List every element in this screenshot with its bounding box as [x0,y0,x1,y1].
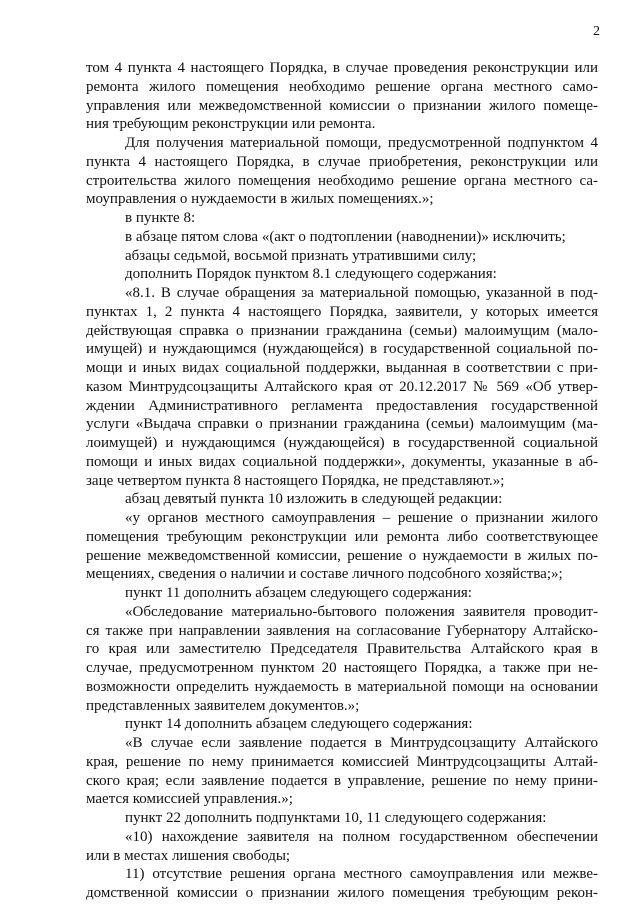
text-line: представленных заявителем документов.»; [86,697,360,714]
text-line: ния требующим реконструкции или ремонта. [86,116,376,133]
text-line: возможности определить нуждаемость в материальной помощи на основании [86,678,598,695]
text-line: в пункте 8: [125,210,196,226]
text-line: «В случае если заявление подается в Минтрудсоцзащиту Алтайского [125,735,598,751]
text-line: домственной комиссии о признании жилого помещения требующим рекон- [86,885,598,901]
text-line: «у органов местного самоуправления – решение о признании жилого [125,510,598,526]
text-line: ского края; если заявление подается в управление, решение по нему прини- [86,772,598,789]
text-line: пункта 4 настоящего Порядка, в случае приобретения, реконструкции или [86,153,598,170]
text-line: абзацы седьмой, восьмой признать утратившими силу; [125,247,477,264]
text-line: пунктах 1, 2 пункта 4 настоящего Порядка, заявители, у которых имеется [86,303,598,320]
text-line: пункт 11 дополнить абзацем следующего содержания: [125,585,472,601]
text-line: управления или межведомственной комиссии о признании жилого помеще- [86,97,598,114]
text-line: края, решение по нему принимается комиссией Минтрудсоцзащиты Алтай- [86,753,598,770]
text-line: услуги «Выдача справки о признании гражданина (семьи) малоимущим (ма- [86,416,598,433]
text-line: строительства жилого помещения необходимо решение органа местного са- [86,172,598,189]
text-line: заце четвертом пункта 8 настоящего Порядка, не представляют.»; [86,472,505,489]
text-line: решение межведомственной комиссии, решение о нуждаемости в жилых по- [86,547,598,564]
text-line: действующая справка о признании гражданина (семьи) малоимущим (мало- [86,322,598,339]
text-line: «Обследование материально-бытового положения заявителя проводит- [125,603,598,620]
text-line: имущей) и нуждающимся (нуждающейся) в государственной социальной по- [86,341,598,358]
text-line: «10) нахождение заявителя на полном государственном обеспечении [125,828,598,845]
text-line: мается комиссией управления.»; [86,791,293,808]
text-line: помощи и иных видах социальной поддержки», документы, указанные в аб- [86,453,598,470]
text-line: абзац девятый пункта 10 изложить в следующей редакции: [125,491,503,508]
text-line: помещения требующим реконструкции или ремонта либо соответствующее [86,528,598,545]
text-line: мещениях, сведения о наличии и составе личного подсобного хозяйства;»; [86,566,563,583]
document-body [86,59,598,903]
text-line: ремонта жилого помещения необходимо решение органа местного само- [86,78,598,95]
text-line: случае, предусмотренном пунктом 20 настоящего Порядка, а также при не- [86,660,598,676]
text-line: ся также при направлении заявления на согласование Губернатору Алтайско- [86,622,598,639]
text-line: Для получения материальной помощи, предусмотренной подпунктом 4 [125,135,598,151]
text-line: в абзаце пятом слова «(акт о подтоплении (наводнении)» исключить; [125,228,566,245]
text-line: пункт 14 дополнить абзацем следующего содержания: [125,716,473,733]
text-line: казом Минтрудсоцзащиты Алтайского края от 20.12.2017 № 569 «Об утвер- [86,378,598,395]
text-line: ждении Административного регламента предоставления государственной [86,397,598,414]
text-line: мощи и иных видах социальной поддержки, выданная в соответствии с при- [86,360,598,376]
text-line: «8.1. В случае обращения за материальной помощью, указанной в под- [125,285,598,301]
text-line: пункт 22 дополнить подпунктами 10, 11 следующего содержания: [125,810,547,826]
text-line: лоимущей) и нуждающимся (нуждающейся) в государственной социальной [86,435,598,451]
text-line: 11) отсутствие решения органа местного самоуправления или межве- [125,866,598,883]
text-line: моуправления о нуждаемости в жилых помещениях.»; [86,191,434,208]
text-line: том 4 пункта 4 настоящего Порядка, в случае проведения реконструкции или [86,60,598,76]
page-number: 2 [593,24,600,39]
text-line: дополнить Порядок пунктом 8.1 следующего содержания: [125,266,497,283]
text-line: го края или заместителю Председателя Правительства Алтайского края в [86,641,598,658]
text-line: или в местах лишения свободы; [86,847,291,864]
